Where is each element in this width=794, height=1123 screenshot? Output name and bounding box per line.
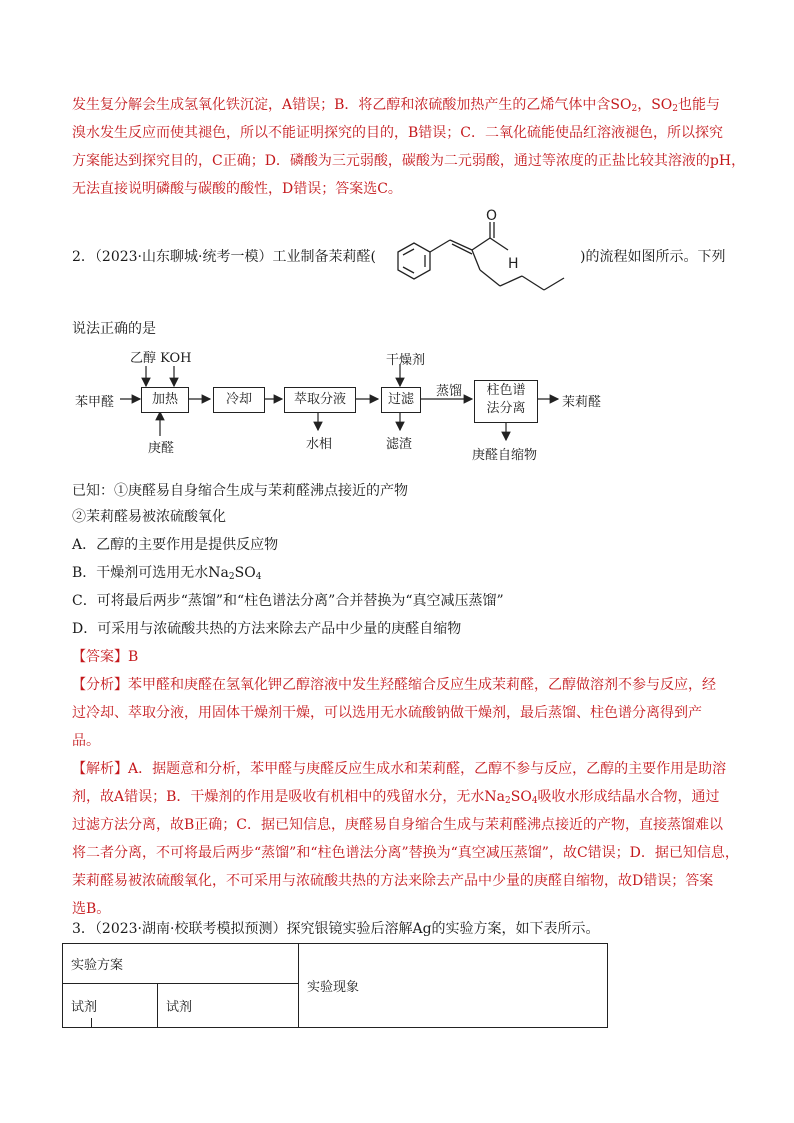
step-filtration: 过滤 <box>381 387 421 413</box>
table-cell-reagent-1: 试剂 <box>63 984 158 1028</box>
benzaldehyde-label: 苯甲醛 <box>75 395 115 410</box>
reagents-label: 乙醇 KOH <box>130 351 192 366</box>
step-column-chromatography: 柱色谱 法分离 <box>474 380 538 423</box>
option-a: A．乙醇的主要作用是提供反应物 <box>72 537 279 553</box>
answer-value: B <box>128 649 139 665</box>
option-c: C．可将最后两步“蒸馏”和“柱色谱法分离”合并替换为“真空减压蒸馏” <box>72 593 504 609</box>
residue-label: 滤渣 <box>386 437 413 452</box>
jasminaldehyde-structure <box>372 206 578 298</box>
oxygen-label: O <box>486 208 498 224</box>
prev-answer-line-4: 无法直接说明磷酸与碳酸的酸性，D错误；答案选C。 <box>72 181 402 197</box>
heptanal-label: 庚醛 <box>148 441 175 456</box>
table-header-plan: 实验方案 <box>63 944 299 984</box>
step-heating: 加热 <box>141 387 189 413</box>
experiment-table <box>62 943 608 1028</box>
table-cell-reagent-2: 试剂 <box>158 984 299 1028</box>
drying-agent-label: 干燥剂 <box>386 353 426 368</box>
prev-answer-line-2: 溴水发生反应而使其褪色，所以不能证明探究的目的，B错误；C．二氧化硫能使品红溶液褪色，所以探究 <box>72 125 723 141</box>
product-label: 茉莉醛 <box>562 395 602 410</box>
hydrogen-label: H <box>508 256 519 272</box>
known-info-2: ②茉莉醛易被浓硫酸氧化 <box>72 509 226 525</box>
option-d: D．可采用与浓硫酸共热的方法来除去产品中少量的庚醛自缩物 <box>72 621 462 637</box>
aqueous-phase-label: 水相 <box>306 437 333 452</box>
question-source: （2023·山东聊城·统考一模） <box>94 249 273 265</box>
answer-line: 【答案】B <box>72 649 139 665</box>
table-header-phenomenon: 实验现象 <box>299 944 608 1028</box>
known-info-1: 已知：①庚醛易自身缩合生成与茉莉醛沸点接近的产物 <box>72 483 408 499</box>
option-b: B．干燥剂可选用无水$Na_2SO_4$ <box>72 565 262 582</box>
step-cooling: 冷却 <box>213 387 265 413</box>
question-2-stem-tail: )的流程如图所示。下列 <box>580 249 726 265</box>
distillation-label: 蒸馏 <box>436 384 463 399</box>
byproduct-label: 庚醛自缩物 <box>472 448 538 463</box>
question-3-stem: 3．（2023·湖南·校联考模拟预测）探究银镜实验后溶解Ag的实验方案，如下表所示。 <box>72 921 600 937</box>
question-2-stem: 2．（2023·山东聊城·统考一模）工业制备茉莉醛( <box>72 249 376 265</box>
question-2-stem-end: 说法正确的是 <box>72 321 156 337</box>
question-number: 2． <box>72 249 95 265</box>
table-cell-mark <box>91 1018 92 1028</box>
prev-answer-line-1: 发生复分解会生成氢氧化铁沉淀，A错误；B．将乙醇和浓硫酸加热产生的乙烯气体中含$SO_2$，$SO_2$也能与 <box>72 97 721 114</box>
prev-answer-line-3: 方案能达到探究目的，C正确；D．磷酸为三元弱酸，碳酸为二元弱酸，通过等浓度的正盐比较其溶液的pH， <box>72 153 746 169</box>
step-extraction: 萃取分液 <box>284 387 356 413</box>
